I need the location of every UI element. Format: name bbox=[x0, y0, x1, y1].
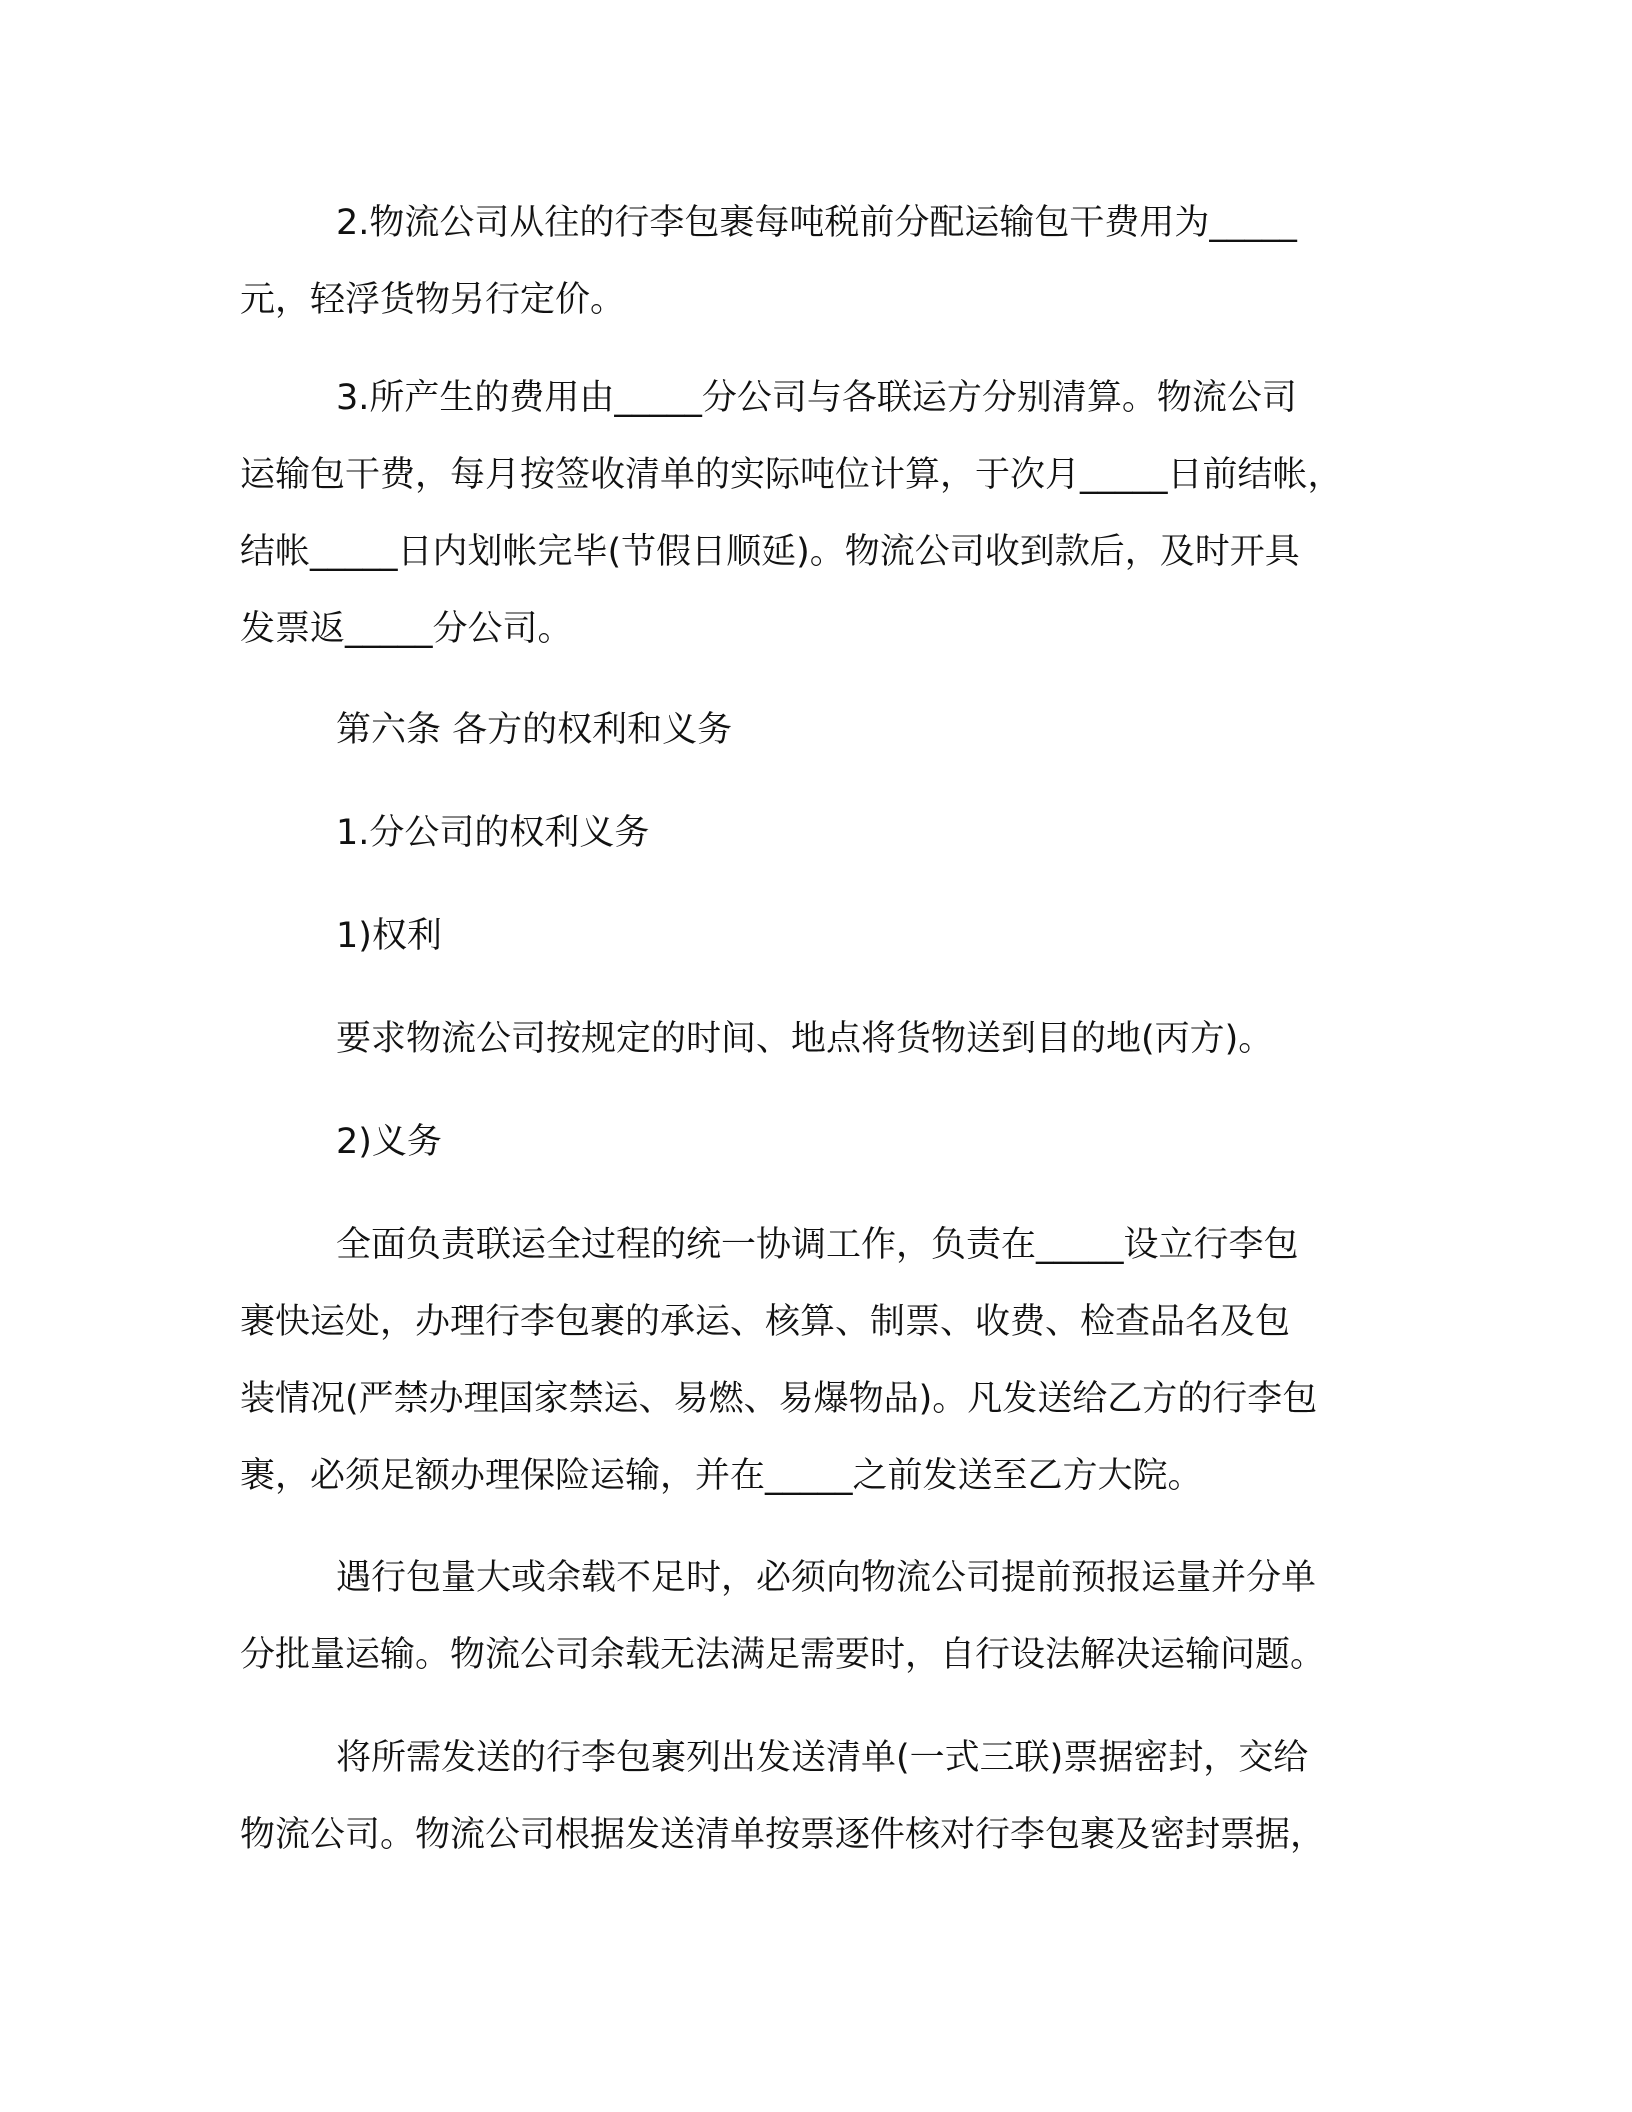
text-line: 发票返_____分公司。 bbox=[240, 609, 573, 649]
text-line: 2.物流公司从往的行李包裹每吨税前分配运输包干费用为_____ bbox=[336, 203, 1297, 243]
text-line: 分批量运输。物流公司余载无法满足需要时，自行设法解决运输问题。 bbox=[240, 1635, 1326, 1675]
paragraph-duties bbox=[240, 1207, 1420, 1515]
paragraph-fee-per-ton bbox=[240, 185, 1420, 339]
text-line: 元，轻浮货物另行定价。 bbox=[240, 280, 626, 320]
paragraph-rights bbox=[240, 1001, 1420, 1078]
text-line: 结帐_____日内划帐完毕(节假日顺延)。物流公司收到款后，及时开具 bbox=[240, 532, 1300, 572]
text-line: 3.所产生的费用由_____分公司与各联运方分别清算。物流公司 bbox=[336, 378, 1297, 418]
text-line: 裹快运处，办理行李包裹的承运、核算、制票、收费、检查品名及包 bbox=[240, 1302, 1291, 1342]
paragraph-large-volume bbox=[240, 1540, 1420, 1694]
text-line: 物流公司。物流公司根据发送清单按票逐件核对行李包裹及密封票据， bbox=[240, 1815, 1326, 1855]
text-line: 1.分公司的权利义务 bbox=[336, 813, 650, 853]
subheading-duties bbox=[240, 1104, 1420, 1181]
text-line: 要求物流公司按规定的时间、地点将货物送到目的地(丙方)。 bbox=[336, 1019, 1274, 1059]
text-line: 运输包干费，每月按签收清单的实际吨位计算，于次月_____日前结帐， bbox=[240, 455, 1343, 495]
text-line: 2)义务 bbox=[336, 1122, 442, 1162]
text-line: 1)权利 bbox=[336, 916, 442, 956]
text-line: 装情况(严禁办理国家禁运、易燃、易爆物品)。凡发送给乙方的行李包 bbox=[240, 1379, 1318, 1419]
paragraph-shipping-list bbox=[240, 1720, 1420, 1874]
text-line: 遇行包量大或余载不足时，必须向物流公司提前预报运量并分单 bbox=[336, 1558, 1317, 1598]
text-line: 全面负责联运全过程的统一协调工作，负责在_____设立行李包 bbox=[336, 1225, 1299, 1265]
subheading-rights bbox=[240, 898, 1420, 975]
paragraph-settlement bbox=[240, 360, 1420, 668]
text-line: 裹，必须足额办理保险运输，并在_____之前发送至乙方大院。 bbox=[240, 1456, 1203, 1496]
article-six-heading bbox=[240, 692, 1420, 769]
section-branch-rights-duties bbox=[240, 795, 1420, 872]
text-line: 将所需发送的行李包裹列出发送清单(一式三联)票据密封，交给 bbox=[336, 1738, 1309, 1778]
text-line: 第六条 各方的权利和义务 bbox=[336, 710, 733, 750]
